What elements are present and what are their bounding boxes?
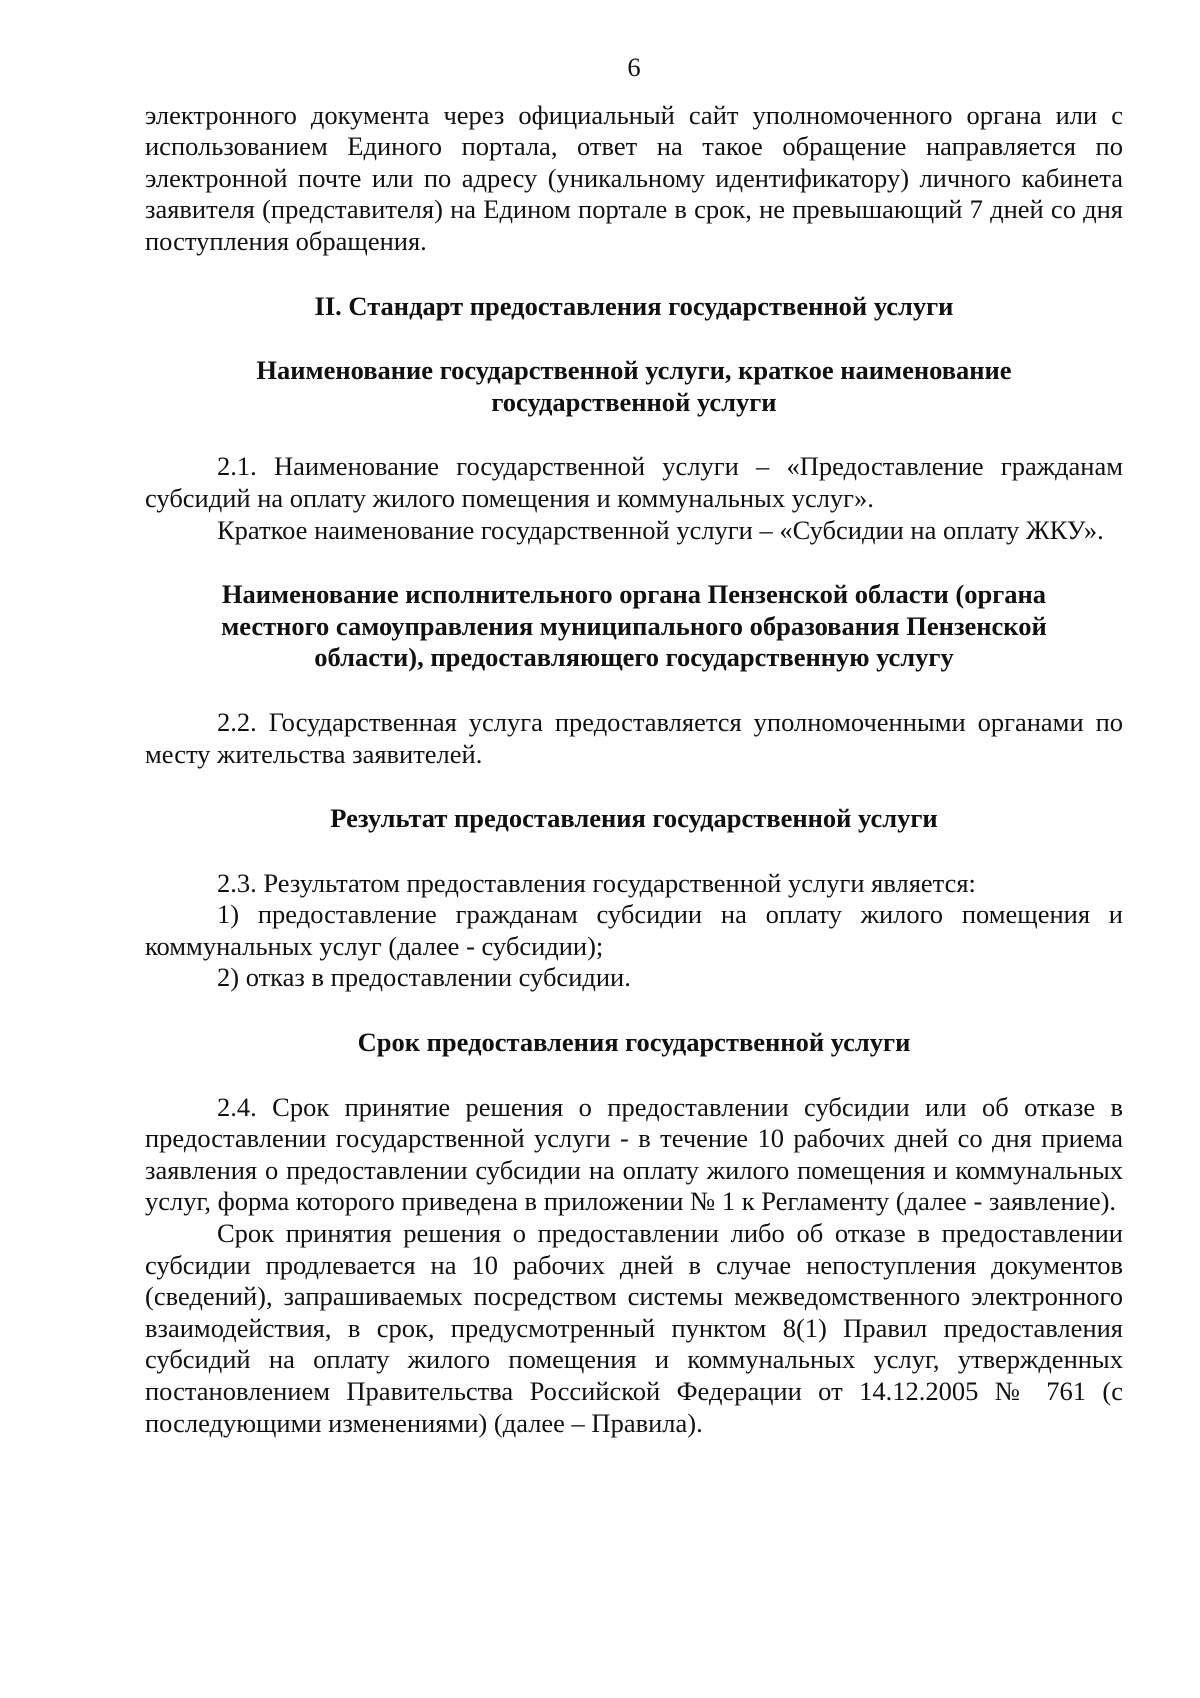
heading-line: области), предоставляющего государственную услугу <box>314 642 954 673</box>
section-title: II. Стандарт предоставления государственной услуги <box>314 290 954 321</box>
paragraph-2-2: 2.2. Государственная услуга предоставляется уполномоченными органами по месту жительства заявителей. <box>145 706 1123 769</box>
document-page <box>145 52 1123 1439</box>
heading-line: государственной услуги <box>491 386 777 417</box>
paragraph-2-1-short-name: Краткое наименование государственной услуги – «Субсидии на оплату ЖКУ». <box>217 514 1104 545</box>
intro-paragraph: электронного документа через официальный сайт уполномоченного органа или с использованием Единого портала, ответ на такое обращение направляется по электронной почте или по адресу (уникальному идентификатору) личного кабинета заявителя (представителя) на Едином портале в срок, не превышающий 7 дней со дня поступления обращения. <box>145 99 1123 256</box>
heading-line: местного самоуправления муниципального образования Пензенской <box>221 610 1047 641</box>
heading-line: Наименование государственной услуги, краткое наименование <box>256 355 1012 386</box>
heading-term: Срок предоставления государственной услуги <box>357 1027 911 1058</box>
paragraph-2-3: 2.3. Результатом предоставления государственной услуги является: <box>217 867 976 898</box>
paragraph-2-3-item-2: 2) отказ в предоставлении субсидии. <box>217 962 631 993</box>
heading-line: Наименование исполнительного органа Пензенской области (органа <box>221 579 1047 610</box>
heading-authority <box>145 579 1123 674</box>
paragraph-2-4: 2.4. Срок принятие решения о предоставлении субсидии или об отказе в предоставлении государственной услуги - в течение 10 рабочих дней со дня приема заявления о предоставлении субсидии на оплату жилого помещения и коммунальных услуг, форма которого приведена в приложении № 1 к Регламенту (далее - заявление). <box>145 1091 1123 1217</box>
paragraph-2-4-extension: Срок принятия решения о предоставлении либо об отказе в предоставлении субсидии продлевается на 10 рабочих дней в случае непоступления документов (сведений), запрашиваемых посредством системы межведомственного электронного взаимодействия, в срок, предусмотренный пунктом 8(1) Правил предоставления субсидий на оплату жилого помещения и коммунальных услуг, утвержденных постановлением Правительства Российской Федерации от 14.12.2005 № 761 (с последующими изменениями) (далее – Правила). <box>145 1218 1123 1438</box>
heading-service-name <box>145 355 1123 418</box>
paragraph-2-3-item-1: 1) предоставление гражданам субсидии на оплату жилого помещения и коммунальных услуг (далее - субсидии); <box>145 899 1123 961</box>
heading-result: Результат предоставления государственной услуги <box>330 803 938 834</box>
page-number: 6 <box>627 52 641 82</box>
paragraph-2-1: 2.1. Наименование государственной услуги – «Предоставление гражданам субсидий на оплату жилого помещения и коммунальных услуг». <box>145 451 1123 513</box>
